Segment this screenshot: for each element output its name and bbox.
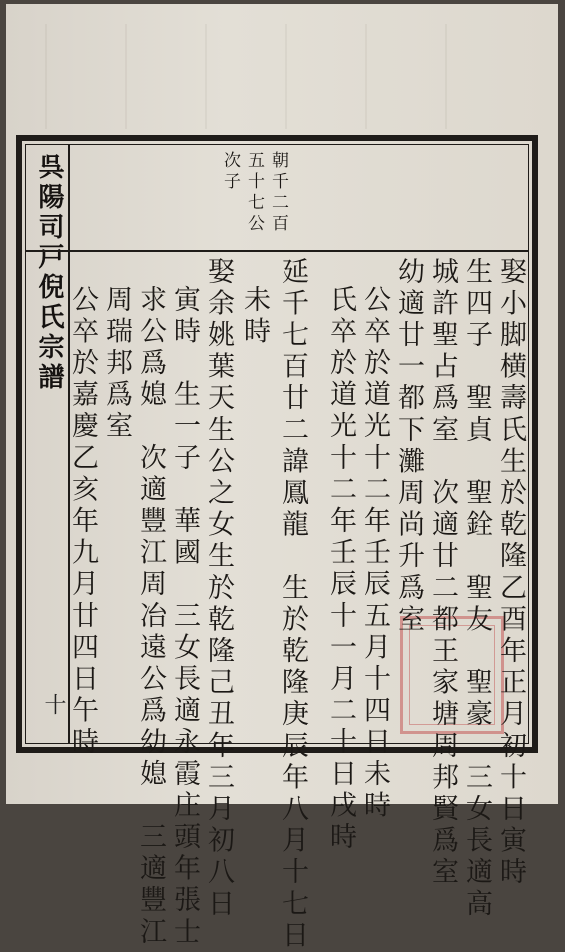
header-col-3: 次子: [220, 151, 240, 193]
body-col-9: 娶余姚葉天生公之女生於乾隆己丑年三月初八日: [203, 257, 234, 921]
body-col-13: 公卒於嘉慶乙亥年九月廿四日午時: [67, 285, 98, 759]
body-col-10: 寅時 生一子 華國 三女長適永霞庄頭年張士: [169, 285, 200, 949]
spine-title: 呉陽司戸倪氏宗譜: [26, 145, 70, 743]
header-col-1: 朝千二百: [268, 151, 288, 235]
folio-number: 十: [41, 693, 66, 715]
body-col-12: 周瑞邦爲室: [101, 285, 132, 443]
body-col-1: 娶小脚横壽氏生於乾隆乙酉年正月初十日寅時: [495, 257, 526, 889]
body-col-5: 公卒於道光十二年壬辰五月十四日未時: [359, 285, 390, 823]
body-col-4: 幼適廿一都下灘周尚升爲室: [393, 257, 424, 637]
body-col-3: 城許聖占爲室 次適廿二都王家塘周邦賢爲室: [427, 257, 458, 889]
body-col-2: 生四子 聖貞 聖銓 聖友 聖豪 三女長適高: [461, 257, 492, 921]
body-col-6: 氏卒於道光十二年壬辰十一月二十日戌時: [325, 285, 356, 854]
page-frame: [16, 135, 538, 952]
genealogy-page: [6, 4, 558, 952]
header-col-2: 五十七公: [244, 151, 264, 235]
body-col-7: 延千七百廿二諱鳳龍 生於乾隆庚辰年八月十七日: [277, 257, 308, 952]
body-col-11: 求公爲媳 次適豐江周冶遠公爲幼媳 三適豐江: [135, 285, 166, 949]
header-band: [26, 145, 528, 252]
body-col-8: 未時: [239, 285, 270, 349]
